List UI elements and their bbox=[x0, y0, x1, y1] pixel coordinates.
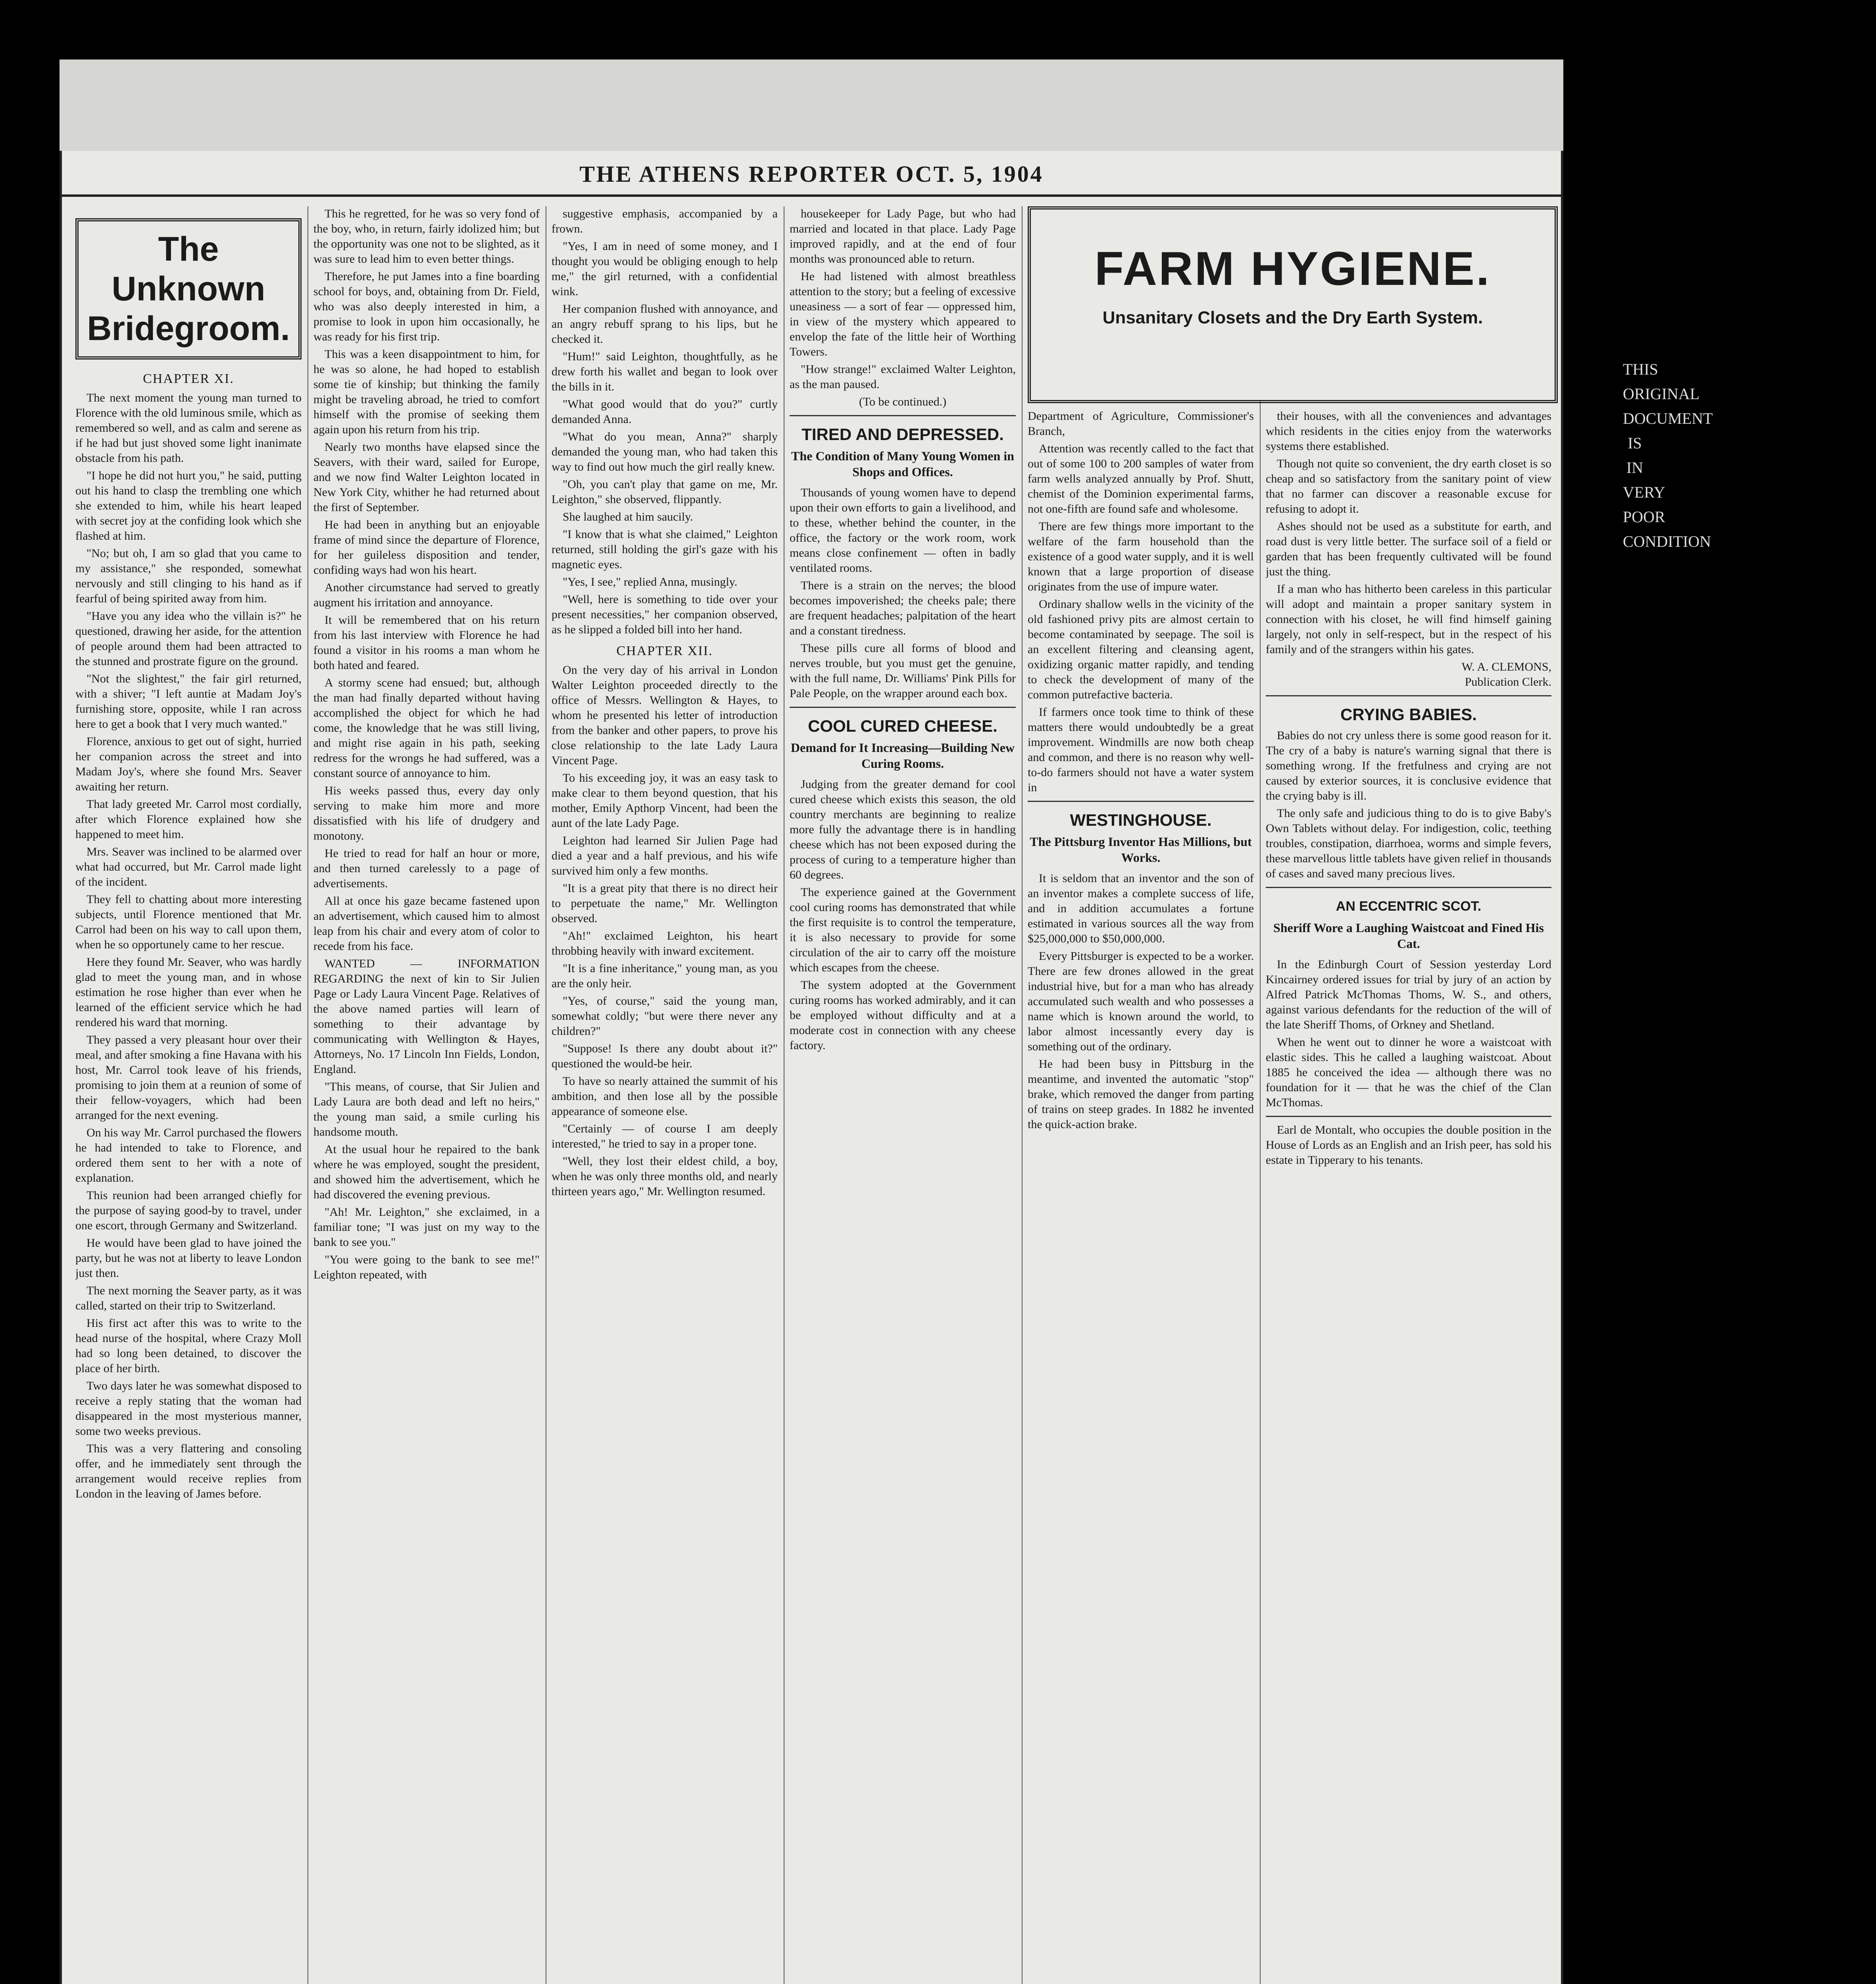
dateline: Department of Agriculture, Commissioner's Branch, bbox=[1028, 409, 1254, 438]
article-paragraph: Babies do not cry unless there is some good reason for it. The cry of a baby is nature's warning signal that there is something wrong. If the fretfulness and crying are not caused by exterior sources, it is conclusive evidence that the crying baby is ill. bbox=[1266, 729, 1551, 802]
chapter-heading: CHAPTER XII. bbox=[616, 644, 713, 658]
condition-note-word: ORIGINAL bbox=[1623, 385, 1700, 403]
story-paragraph: "Yes, of course," said the young man, somewhat coldly; "but were there never any children?" bbox=[552, 994, 778, 1038]
story-paragraph: "Oh, you can't play that game on me, Mr. Leighton," she observed, flippantly. bbox=[552, 478, 778, 506]
article-paragraph: When he went out to dinner he wore a waistcoat with elastic sides. This he called a laughing waistcoat. About 1885 he conceived the idea — although there was no foundation for it — that he was the chief of the Clan McThomas. bbox=[1266, 1036, 1551, 1109]
page-top-margin bbox=[60, 60, 1563, 151]
story-paragraph: Another circumstance had served to greatly augment his irritation and annoyance. bbox=[313, 581, 540, 609]
story-paragraph: He had been in anything but an enjoyable frame of mind since the departure of Florence, for her guileless disposition and tender, confiding ways had won his heart. bbox=[313, 518, 540, 577]
continued-note: (To be continued.) bbox=[859, 395, 947, 408]
signoff-name: W. A. CLEMONS, bbox=[1461, 660, 1551, 673]
story-paragraph: To have so nearly attained the summit of his ambition, and then lose all by the possible appearance of someone else. bbox=[552, 1075, 778, 1118]
story-paragraph: His first act after this was to write to the head nurse of the hospital, where Crazy Moll had so long been detained, to discover the place of her birth. bbox=[75, 1317, 302, 1375]
tired-headline: TIRED AND DEPRESSED. bbox=[802, 425, 1004, 444]
story-paragraph: Mrs. Seaver was inclined to be alarmed over what had occurred, but Mr. Carrol made light of the incident. bbox=[75, 845, 302, 888]
story-paragraph: Here they found Mr. Seaver, who was hardly glad to meet the young man, and in whose estimation he rose higher than ever when he learned of the efficient service which he had rendered his ward that morning. bbox=[75, 955, 302, 1029]
article-paragraph: In the Edinburgh Court of Session yesterday Lord Kincairney ordered issues for trial by jury of an action by Alfred Patrick McThomas Thoms, W. S., and others, against various defendants for the reduction of the will of the late Sheriff Thoms, of Orkney and Shetland. bbox=[1266, 958, 1551, 1031]
article-paragraph: Earl de Montalt, who occupies the double position in the House of Lords as an English and an Irish peer, has sold his estate in Tipperary to his tenants. bbox=[1266, 1123, 1551, 1167]
farm-hygiene-headline: FARM HYGIENE. bbox=[1094, 242, 1491, 295]
story-paragraph: All at once his gaze became fastened upon an advertisement, which caused him to almost leap from his chair and every atom of color to recede from his face. bbox=[313, 894, 540, 953]
tired-subheadline: The Condition of Many Young Women in Shops and Offices. bbox=[791, 449, 1014, 479]
story-paragraph: "Suppose! Is there any doubt about it?" questioned the would-be heir. bbox=[552, 1042, 778, 1070]
article-paragraph: Attention was recently called to the fact that out of some 100 to 200 samples of water from farm wells analyzed annually by Prof. Shutt, chemist of the Dominion experimental farms, not one-fifth are found safe and wholesome. bbox=[1028, 442, 1254, 515]
story-paragraph: "Well, they lost their eldest child, a boy, when he was only three months old, and nearly thirteen years ago," Mr. Wellington resumed. bbox=[552, 1155, 778, 1198]
cheese-subheadline: Demand for It Increasing—Building New Curing Rooms. bbox=[790, 740, 1015, 771]
condition-note bbox=[1623, 357, 1713, 554]
column-4 bbox=[790, 206, 1016, 1984]
story-paragraph: His weeks passed thus, every day only serving to make him more and more dissatisfied with his life of drudgery and monotony. bbox=[313, 784, 540, 842]
article-paragraph: Though not quite so convenient, the dry earth closet is so cheap and so satisfactory from the sanitary point of view that no farmer can discover a reasonable excuse for refusing to adopt it. bbox=[1266, 457, 1551, 515]
column-rule bbox=[1022, 206, 1023, 1984]
masthead: THE ATHENS REPORTER OCT. 5, 1904 bbox=[579, 161, 1044, 187]
story-paragraph: This was a very flattering and consoling offer, and he immediately sent through the arrangement would receive replies from London in the leaving of James before. bbox=[75, 1442, 302, 1500]
story-paragraph: On the very day of his arrival in London Walter Leighton proceeded directly to the office of Messrs. Wellington & Hayes, to whom he presented his letter of introduction from the banker and other papers, to prove his close relationship to the late Lady Laura Vincent Page. bbox=[552, 663, 778, 767]
story-paragraph: "You were going to the bank to see me!" Leighton repeated, with bbox=[313, 1253, 540, 1281]
section-rule bbox=[1028, 801, 1254, 802]
condition-note-word: IS bbox=[1628, 434, 1642, 452]
article-paragraph: There are few things more important to the welfare of the farm household than the existence of a good water supply, and it is well known that a large proportion of disease originates from the use of impure water. bbox=[1028, 520, 1254, 593]
story-paragraph: The next moment the young man turned to Florence with the old luminous smile, which as remembered so well, and as calm and serene as if he had but just shoved some light inanimate obstacle from his path. bbox=[75, 391, 302, 465]
article-paragraph: He had been busy in Pittsburg in the meantime, and invented the automatic "stop" brake, which removed the danger from parting of trains on steep grades. In 1882 he invented the quick-action brake. bbox=[1028, 1057, 1254, 1131]
section-rule bbox=[1266, 1116, 1551, 1117]
story-paragraph: housekeeper for Lady Page, but who had married and located in that place. Lady Page improved rapidly, and at the end of four months was pronounced able to return. bbox=[790, 207, 1016, 265]
story-paragraph: To his exceeding joy, it was an easy task to make clear to them beyond question, that his mother, Emily Apthorp Vincent, had been the aunt of the late Lady Page. bbox=[552, 771, 778, 830]
story-paragraph: Leighton had learned Sir Julien Page had died a year and a half previous, and his wife survived him only a few months. bbox=[552, 834, 778, 877]
column-5 bbox=[1028, 409, 1254, 1984]
condition-note-word: CONDITION bbox=[1623, 533, 1711, 550]
story-paragraph: Nearly two months have elapsed since the Seavers, with their ward, sailed for Europe, and we now find Walter Leighton located in New York City, whither he had returned about the first of September. bbox=[313, 440, 540, 514]
article-paragraph: The experience gained at the Government cool curing rooms has demonstrated that while the first requisite is to control the temperature, it is also necessary to provide for some circulation of the air to carry off the moisture which escapes from the cheese. bbox=[790, 886, 1016, 974]
story-paragraph: "Have you any idea who the villain is?" he questioned, drawing her aside, for the attention of people around them had been attracted to the stunned and prostrate figure on the ground. bbox=[75, 609, 302, 668]
condition-note-word: POOR bbox=[1623, 508, 1665, 526]
story-title-box bbox=[75, 218, 302, 360]
article-paragraph: If farmers once took time to think of these matters there would undoubtedly be a great improvement. Windmills are now both cheap and common, and there is no reason why well-to-do farmers should not have a water system in bbox=[1028, 706, 1254, 794]
story-paragraph: "Not the slightest," the fair girl returned, with a shiver; "I left auntie at Madam Joy's furnishing store, opposite, while I ran across here to get a book that I very much wanted." bbox=[75, 672, 302, 731]
section-rule bbox=[1266, 695, 1551, 696]
article-paragraph: Judging from the greater demand for cool cured cheese which exists this season, the old country merchants are beginning to realize more fully the advantage there is in handling cheese which has not been exposed during the process of curing to a temperature higher than 60 degrees. bbox=[790, 778, 1016, 881]
article-paragraph: The only safe and judicious thing to do is to give Baby's Own Tablets without delay. For indigestion, colic, teething troubles, constipation, diarrhoea, worms and simple fevers, these marvellous little tablets have given relief in thousands of cases and saved many precious lives. bbox=[1266, 807, 1551, 880]
story-paragraph: Florence, anxious to get out of sight, hurried her companion across the street and into Madam Joy's, where she found Mrs. Seaver awaiting her return. bbox=[75, 735, 302, 793]
advertisement-text: WANTED — INFORMATION REGARDING the next of kin to Sir Julien Page or Lady Laura Vincent Page. Relatives of the above named parties will learn of something to their advantage by communicating with Wellington & Hayes, Attorneys, No. 17 Lincoln Inn Fields, London, England. bbox=[313, 957, 540, 1076]
story-paragraph: "Hum!" said Leighton, thoughtfully, as he drew forth his wallet and began to look over the bills in it. bbox=[552, 350, 778, 393]
column-rule bbox=[1260, 401, 1261, 1984]
story-paragraph: "Yes, I see," replied Anna, musingly. bbox=[563, 575, 738, 588]
story-paragraph: "Certainly — of course I am deeply interested," he tried to say in a proper tone. bbox=[552, 1122, 778, 1150]
article-paragraph: Every Pittsburger is expected to be a worker. There are few drones allowed in the great industrial hive, but for a man who has already accumulated such wealth and who possesses a name which is known around the world, to labor almost incessantly every day is something out of the ordinary. bbox=[1028, 950, 1254, 1053]
story-paragraph: "I know that is what she claimed," Leighton returned, still holding the girl's gaze with his magnetic eyes. bbox=[552, 528, 778, 571]
story-paragraph: On his way Mr. Carrol purchased the flowers he had intended to take to Florence, and ordered them sent to her with a note of explanation. bbox=[75, 1126, 302, 1184]
story-paragraph: They fell to chatting about more interesting subjects, until Florence mentioned that Mr. Carrol had been on his way to call upon them, when he so opportunely came to her rescue. bbox=[75, 893, 302, 951]
article-paragraph: their houses, with all the conveniences and advantages which residents in the cities enjoy from the waterworks systems there established. bbox=[1266, 409, 1551, 453]
story-paragraph: She laughed at him saucily. bbox=[563, 510, 693, 523]
article-paragraph: Ashes should not be used as a substitute for earth, and road dust is very little better. The surface soil of a field or garden that has been frequently cultivated will be found just the thing. bbox=[1266, 520, 1551, 578]
story-paragraph: "How strange!" exclaimed Walter Leighton, as the man paused. bbox=[790, 363, 1016, 391]
condition-note-word: VERY bbox=[1623, 483, 1665, 501]
article-paragraph: The system adopted at the Government curing rooms has worked admirably, and it can be employed without difficulty and at a moderate cost in connection with any cheese factory. bbox=[790, 979, 1016, 1052]
story-paragraph: "I hope he did not hurt you," he said, putting out his hand to clasp the trembling one which she extended to him, while his heart leaped with secret joy at the confiding look which she flashed at him. bbox=[75, 469, 302, 542]
article-paragraph: Thousands of young women have to depend upon their own efforts to gain a livelihood, and to these, whether behind the counter, in the office, the factory or the work room, work means close confinement — often in badly ventilated rooms. bbox=[790, 486, 1016, 575]
story-title-line-2: Bridegroom. bbox=[87, 310, 290, 348]
story-paragraph: Her companion flushed with annoyance, and an angry rebuff sprang to his lips, but he checked it. bbox=[552, 302, 778, 346]
signoff-title: Publication Clerk. bbox=[1465, 675, 1551, 688]
condition-note-word: THIS bbox=[1623, 360, 1658, 378]
article-paragraph: Ordinary shallow wells in the vicinity of the old fashioned privy pits are almost certain to become contaminated by seepage. The soil is an excellent filtering and cleansing agent, oxidizing organic matter rapidly, and tending to check the development of many of the common putrefactive bacteria. bbox=[1028, 598, 1254, 701]
story-paragraph: This he regretted, for he was so very fond of the boy, who, in return, fairly idolized him; but the opportunity was one not to be slighted, as it was sure to lead him to even better things. bbox=[313, 207, 540, 265]
column-6 bbox=[1266, 409, 1551, 1984]
story-column-1 bbox=[75, 206, 302, 1984]
chapter-heading: CHAPTER XI. bbox=[143, 371, 234, 386]
article-paragraph: If a man who has hitherto been careless in this particular will adopt and maintain a proper sanitary system in connection with his closet, he will find himself gaining largely, not only in self-respect, but in the respect of his family and of the strangers within his gates. bbox=[1266, 583, 1551, 656]
masthead-rule bbox=[60, 194, 1563, 197]
story-title-line-1: The Unknown bbox=[111, 230, 265, 308]
story-paragraph: He had listened with almost breathless attention to the story; but a feeling of excessive uneasiness — a sort of fear — oppressed him, in view of the mystery which appeared to envelop the fate of the little heir of Worthing Towers. bbox=[790, 270, 1016, 358]
story-paragraph: This was a keen disappointment to him, for he was so alone, he had hoped to establish some tie of kinship; but thinking the family might be traveling abroad, he tried to comfort himself with the promise of seeking them again upon his return from his trip. bbox=[313, 348, 540, 436]
article-paragraph: It is seldom that an inventor and the son of an inventor makes a complete success of life, and in addition accumulates a fortune estimated in various sources all the way from $25,000,000 to $50,000,000. bbox=[1028, 872, 1254, 945]
condition-note-word: IN bbox=[1626, 459, 1643, 477]
story-paragraph: "It is a great pity that there is no direct heir to perpetuate the name," Mr. Wellington observed. bbox=[552, 882, 778, 925]
story-paragraph: They passed a very pleasant hour over their meal, and after smoking a fine Havana with his host, Mr. Carrol took leave of his friends, promising to join them at a reunion of some of their fellow-voyagers, which had been arranged for the next evening. bbox=[75, 1033, 302, 1122]
story-paragraph: "This means, of course, that Sir Julien and Lady Laura are both dead and left no heirs," the young man said, a smile curling his handsome mouth. bbox=[313, 1080, 540, 1138]
article-paragraph: There is a strain on the nerves; the blood becomes impoverished; the cheeks pale; there are frequent headaches; palpitation of the heart and a constant tiredness. bbox=[790, 579, 1016, 637]
story-column-3 bbox=[552, 206, 778, 1984]
story-paragraph: A stormy scene had ensued; but, although the man had finally departed without having accomplished the object for which he had come, the knowledge that he was still living, and might rise again in his path, seeking redress for the wrongs he had suffered, was a constant source of annoyance to him. bbox=[313, 676, 540, 780]
story-paragraph: This reunion had been arranged chiefly for the purpose of saying good-by to travel, under one escort, through Germany and Switzerland. bbox=[75, 1189, 302, 1232]
story-paragraph: At the usual hour he repaired to the bank where he was employed, sought the president, and showed him the advertisement, which he had discovered the evening previous. bbox=[313, 1143, 540, 1201]
section-rule bbox=[1266, 887, 1551, 888]
story-paragraph: It will be remembered that on his return from his last interview with Florence he had found a visitor in his rooms a man whom he both hated and feared. bbox=[313, 613, 540, 672]
story-paragraph: "Yes, I am in need of some money, and I thought you would be obliging enough to help me," the girl returned, with a confidential wink. bbox=[552, 240, 778, 298]
story-paragraph: "Ah! Mr. Leighton," she exclaimed, in a familiar tone; "I was just on my way to the bank to see you." bbox=[313, 1205, 540, 1249]
story-paragraph: "It is a fine inheritance," young man, as you are the only heir. bbox=[552, 962, 778, 990]
cheese-headline: COOL CURED CHEESE. bbox=[808, 717, 998, 735]
story-column-2 bbox=[313, 206, 540, 1984]
eccentric-scot-subheadline: Sheriff Wore a Laughing Waistcoat and Fined His Cat. bbox=[1273, 921, 1544, 951]
section-rule bbox=[790, 707, 1016, 708]
story-paragraph: Two days later he was somewhat disposed to receive a reply stating that the woman had disappeared in the most mysterious manner, some two weeks previous. bbox=[75, 1379, 302, 1438]
story-paragraph: He tried to read for half an hour or more, and then turned carelessly to a page of advertisements. bbox=[313, 847, 540, 890]
story-paragraph: Therefore, he put James into a fine boarding school for boys, and, obtaining from Dr. Field, who was also deeply interested in him, a promise to look in upon him occasionally, he was ready for his first trip. bbox=[313, 270, 540, 343]
story-paragraph: "What good would that do you?" curtly demanded Anna. bbox=[552, 398, 778, 426]
newspaper-page bbox=[60, 60, 1563, 1984]
story-paragraph: suggestive emphasis, accompanied by a frown. bbox=[552, 207, 778, 235]
westinghouse-headline: WESTINGHOUSE. bbox=[1070, 811, 1212, 829]
crying-babies-headline: CRYING BABIES. bbox=[1340, 705, 1477, 724]
westinghouse-subheadline: The Pittsburg Inventor Has Millions, but Works. bbox=[1030, 834, 1252, 865]
story-paragraph: "What do you mean, Anna?" sharply demanded the young man, who had taken this way to find out how much the girl really knew. bbox=[552, 430, 778, 473]
story-paragraph: That lady greeted Mr. Carrol most cordially, after which Florence explained how she happened to meet him. bbox=[75, 798, 302, 841]
condition-note-word: DOCUMENT bbox=[1623, 409, 1713, 427]
section-rule bbox=[790, 415, 1016, 416]
farm-hygiene-subheadline: Unsanitary Closets and the Dry Earth System. bbox=[1102, 308, 1483, 327]
story-paragraph: "Well, here is something to tide over your present necessities," her companion observed, as he slipped a folded bill into her hand. bbox=[552, 593, 778, 636]
story-paragraph: He would have been glad to have joined the party, but he was not at liberty to leave London just then. bbox=[75, 1236, 302, 1280]
story-paragraph: The next morning the Seaver party, as it was called, started on their trip to Switzerland. bbox=[75, 1284, 302, 1312]
article-paragraph: These pills cure all forms of blood and nerves trouble, but you must get the genuine, with the full name, Dr. Williams' Pink Pills for Pale People, on the wrapper around each box. bbox=[790, 642, 1016, 700]
story-paragraph: "Ah!" exclaimed Leighton, his heart throbbing heavily with inward excitement. bbox=[552, 929, 778, 957]
story-paragraph: "No; but oh, I am so glad that you came to my assistance," she responded, somewhat nervously and still clinging to his hand as if fearful of being spirited away from him. bbox=[75, 547, 302, 605]
eccentric-scot-headline: AN ECCENTRIC SCOT. bbox=[1336, 899, 1482, 914]
farm-hygiene-title-box bbox=[1028, 206, 1558, 403]
